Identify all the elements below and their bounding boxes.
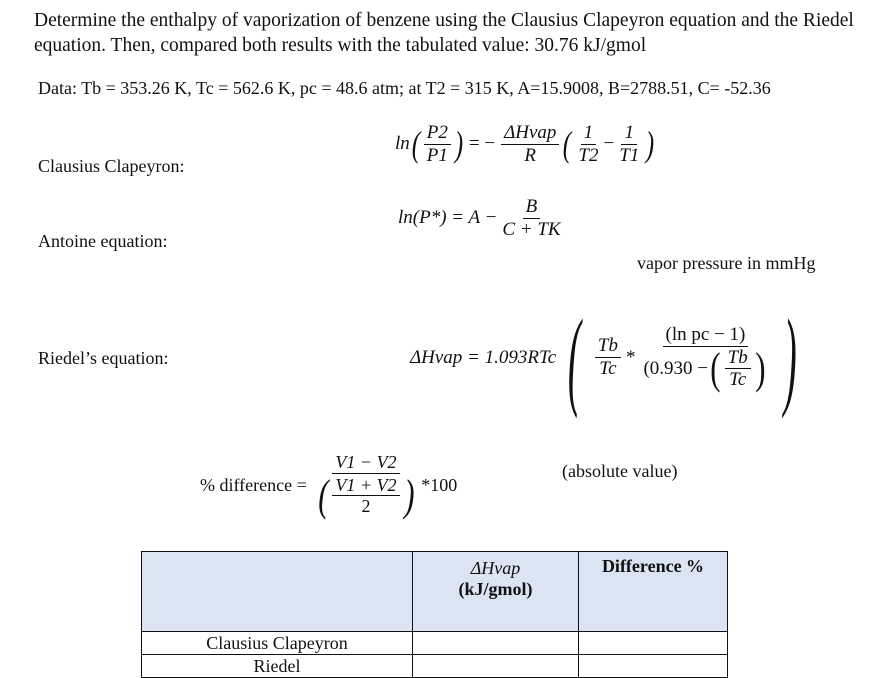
dh-vap: ΔHvap	[501, 122, 559, 145]
riedel-inner-close: )	[754, 343, 766, 393]
inv-t2	[575, 122, 601, 167]
paren-close: )	[454, 124, 464, 165]
header-diff-cell: Difference %	[579, 552, 728, 632]
header-dh-unit: (kJ/gmol)	[458, 579, 533, 599]
p2: P2	[424, 122, 451, 145]
p1: P1	[426, 144, 448, 166]
percent-num: V1 − V2	[332, 452, 399, 474]
riedel-paren-close: )	[784, 296, 798, 419]
tb-over-tc-2	[725, 347, 751, 392]
clausius-label: Clausius Clapeyron:	[38, 156, 185, 176]
table-row	[142, 632, 728, 655]
riedel-lhs: ΔHvap = 1.093RTc	[410, 346, 557, 368]
riedel-den-pre: (0.930 −	[643, 358, 709, 379]
times-100: *100	[421, 474, 458, 495]
paren-close-2: )	[646, 124, 655, 165]
riedel-den	[640, 343, 770, 393]
antoine-lhs: ln(P*) = A −	[398, 207, 498, 229]
results-table	[141, 551, 728, 678]
row-method: Clausius Clapeyron	[142, 632, 413, 655]
antoine-label: Antoine equation:	[38, 231, 168, 251]
row-dh-cell[interactable]	[413, 632, 579, 655]
antoine-note: vapor pressure in mmHg	[637, 253, 816, 273]
percent-frac	[313, 452, 419, 518]
paren-open: (	[411, 124, 420, 165]
two: 2	[361, 496, 371, 517]
table-header-row	[142, 552, 728, 632]
t2: T2	[578, 144, 599, 166]
riedel-paren-open: (	[568, 296, 581, 419]
riedel-star: *	[625, 346, 636, 368]
pressure-ratio	[424, 122, 451, 167]
absolute-value-note: (absolute value)	[562, 461, 678, 481]
riedel-main-frac	[640, 324, 770, 392]
row-diff-cell[interactable]	[579, 632, 728, 655]
row-dh-cell[interactable]	[413, 655, 579, 678]
one-a: 1	[581, 122, 597, 145]
row-diff-cell[interactable]	[579, 655, 728, 678]
one-b: 1	[621, 122, 637, 145]
riedel-tc2: Tc	[729, 369, 747, 391]
avg-frac	[332, 475, 399, 517]
antoine-b: B	[523, 196, 541, 219]
percent-den	[313, 470, 419, 520]
ln-text: ln	[395, 133, 410, 155]
tb-over-tc	[595, 335, 621, 380]
percent-paren-open: (	[317, 470, 329, 520]
percent-paren-close: )	[403, 470, 415, 520]
row-method: Riedel	[142, 655, 413, 678]
riedel-num: (ln pc − 1)	[663, 324, 749, 347]
header-dh: ΔHvap	[470, 558, 521, 578]
riedel-tb2: Tb	[725, 347, 751, 370]
antoine-den: C + TK	[502, 218, 561, 240]
sum-v: V1 + V2	[332, 475, 399, 497]
percent-difference-equation	[200, 445, 457, 525]
data-line: Data: Tb = 353.26 K, Tc = 562.6 K, pc = 48.6 atm; at T2 = 315 K, A=15.9008, B=2788.51, C= -52.36	[38, 78, 771, 98]
percent-label: % difference =	[200, 474, 307, 495]
antoine-equation	[398, 196, 566, 241]
header-method-cell	[142, 552, 413, 632]
riedel-tc: Tc	[599, 358, 617, 379]
riedel-equation	[410, 296, 809, 419]
antoine-frac	[499, 196, 563, 241]
riedel-tb: Tb	[595, 335, 621, 358]
r: R	[524, 144, 537, 166]
t1: T1	[619, 144, 640, 166]
table-row	[142, 655, 728, 678]
paren-open-2: (	[563, 124, 572, 165]
header-dh-cell	[413, 552, 579, 632]
dh-over-r	[501, 122, 559, 167]
riedel-inner-open: (	[710, 343, 721, 393]
eq-minus: = −	[468, 133, 496, 155]
problem-statement: Determine the enthalpy of vaporization of benzene using the Clausius Clapeyron equation and the Riedel equation. Then, compared both results with the tabulated value: 30.76 kJ/gmol	[34, 10, 854, 56]
minus: −	[603, 133, 615, 155]
riedel-label: Riedel’s equation:	[38, 348, 169, 368]
clausius-equation	[395, 122, 656, 167]
inv-t1	[616, 122, 642, 167]
